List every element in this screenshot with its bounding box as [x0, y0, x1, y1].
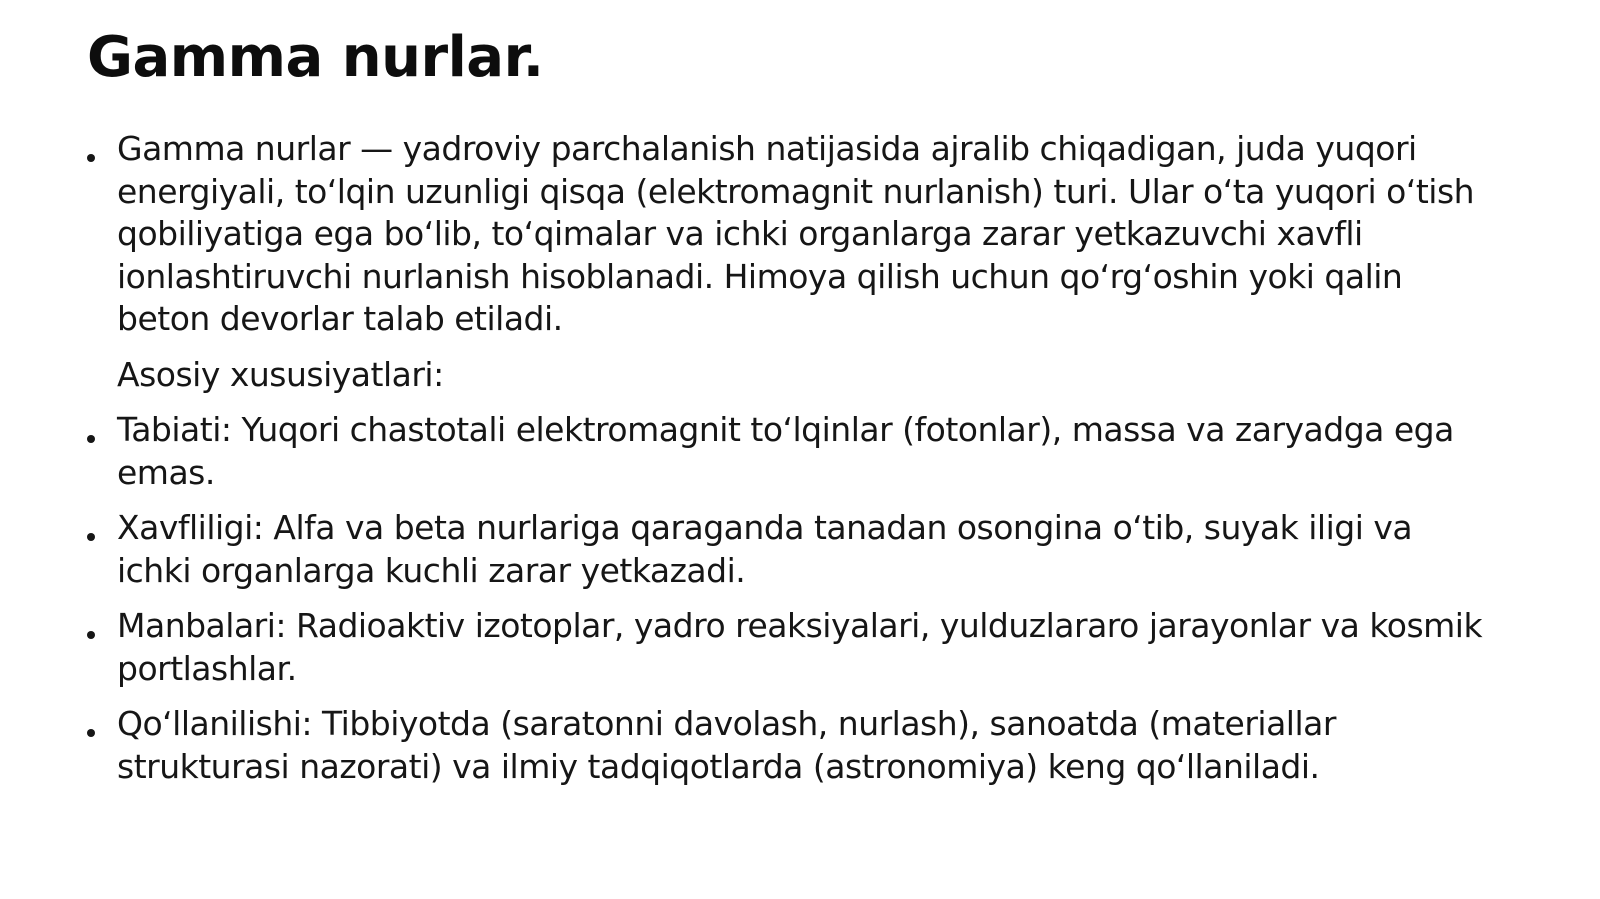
list-item-text: Xavfliligi: Alfa va beta nurlariga qaraganda tanadan osongina oʻtib, suyak iligi va ichki organlarga kuchli zarar yetkazadi. — [117, 508, 1413, 590]
slide-title: Gamma nurlar. — [87, 25, 544, 90]
list-item-text: Gamma nurlar — yadroviy parchalanish natijasida ajralib chiqadigan, juda yuqori energiyali, toʻlqin uzunligi qisqa (elektromagnit nurlanish) turi. Ular oʻta yuqori oʻtish qobiliyatiga ega boʻlib, toʻqimalar va ichki organlarga zarar yetkazuvchi xavfli ionlashtiruvchi nurlanish hisoblanadi. Himoya qilish uchun qoʻrgʻoshin yoki qalin beton devorlar talab etiladi. — [117, 129, 1475, 338]
bullet-dot-icon — [87, 533, 95, 541]
bullet-dot-icon — [87, 729, 95, 737]
bullet-dot-icon — [87, 435, 95, 443]
list-subheading — [87, 354, 1487, 397]
list-item — [87, 703, 1487, 788]
list-item-text: Manbalari: Radioaktiv izotoplar, yadro reaksiyalari, yulduzlararo jarayonlar va kosmik portlashlar. — [117, 606, 1483, 688]
bullet-list — [87, 128, 1487, 801]
list-item — [87, 605, 1487, 690]
bullet-dot-icon — [87, 154, 95, 162]
list-item — [87, 409, 1487, 494]
list-item-text: Qoʻllanilishi: Tibbiyotda (saratonni davolash, nurlash), sanoatda (materiallar strukturasi nazorati) va ilmiy tadqiqotlarda (astronomiya) keng qoʻllaniladi. — [117, 704, 1336, 786]
list-item — [87, 507, 1487, 592]
list-item-text: Tabiati: Yuqori chastotali elektromagnit toʻlqinlar (fotonlar), massa va zaryadga ega emas. — [117, 410, 1454, 492]
bullet-dot-icon — [87, 631, 95, 639]
list-item — [87, 128, 1487, 341]
list-subheading-text: Asosiy xususiyatlari: — [117, 354, 444, 394]
